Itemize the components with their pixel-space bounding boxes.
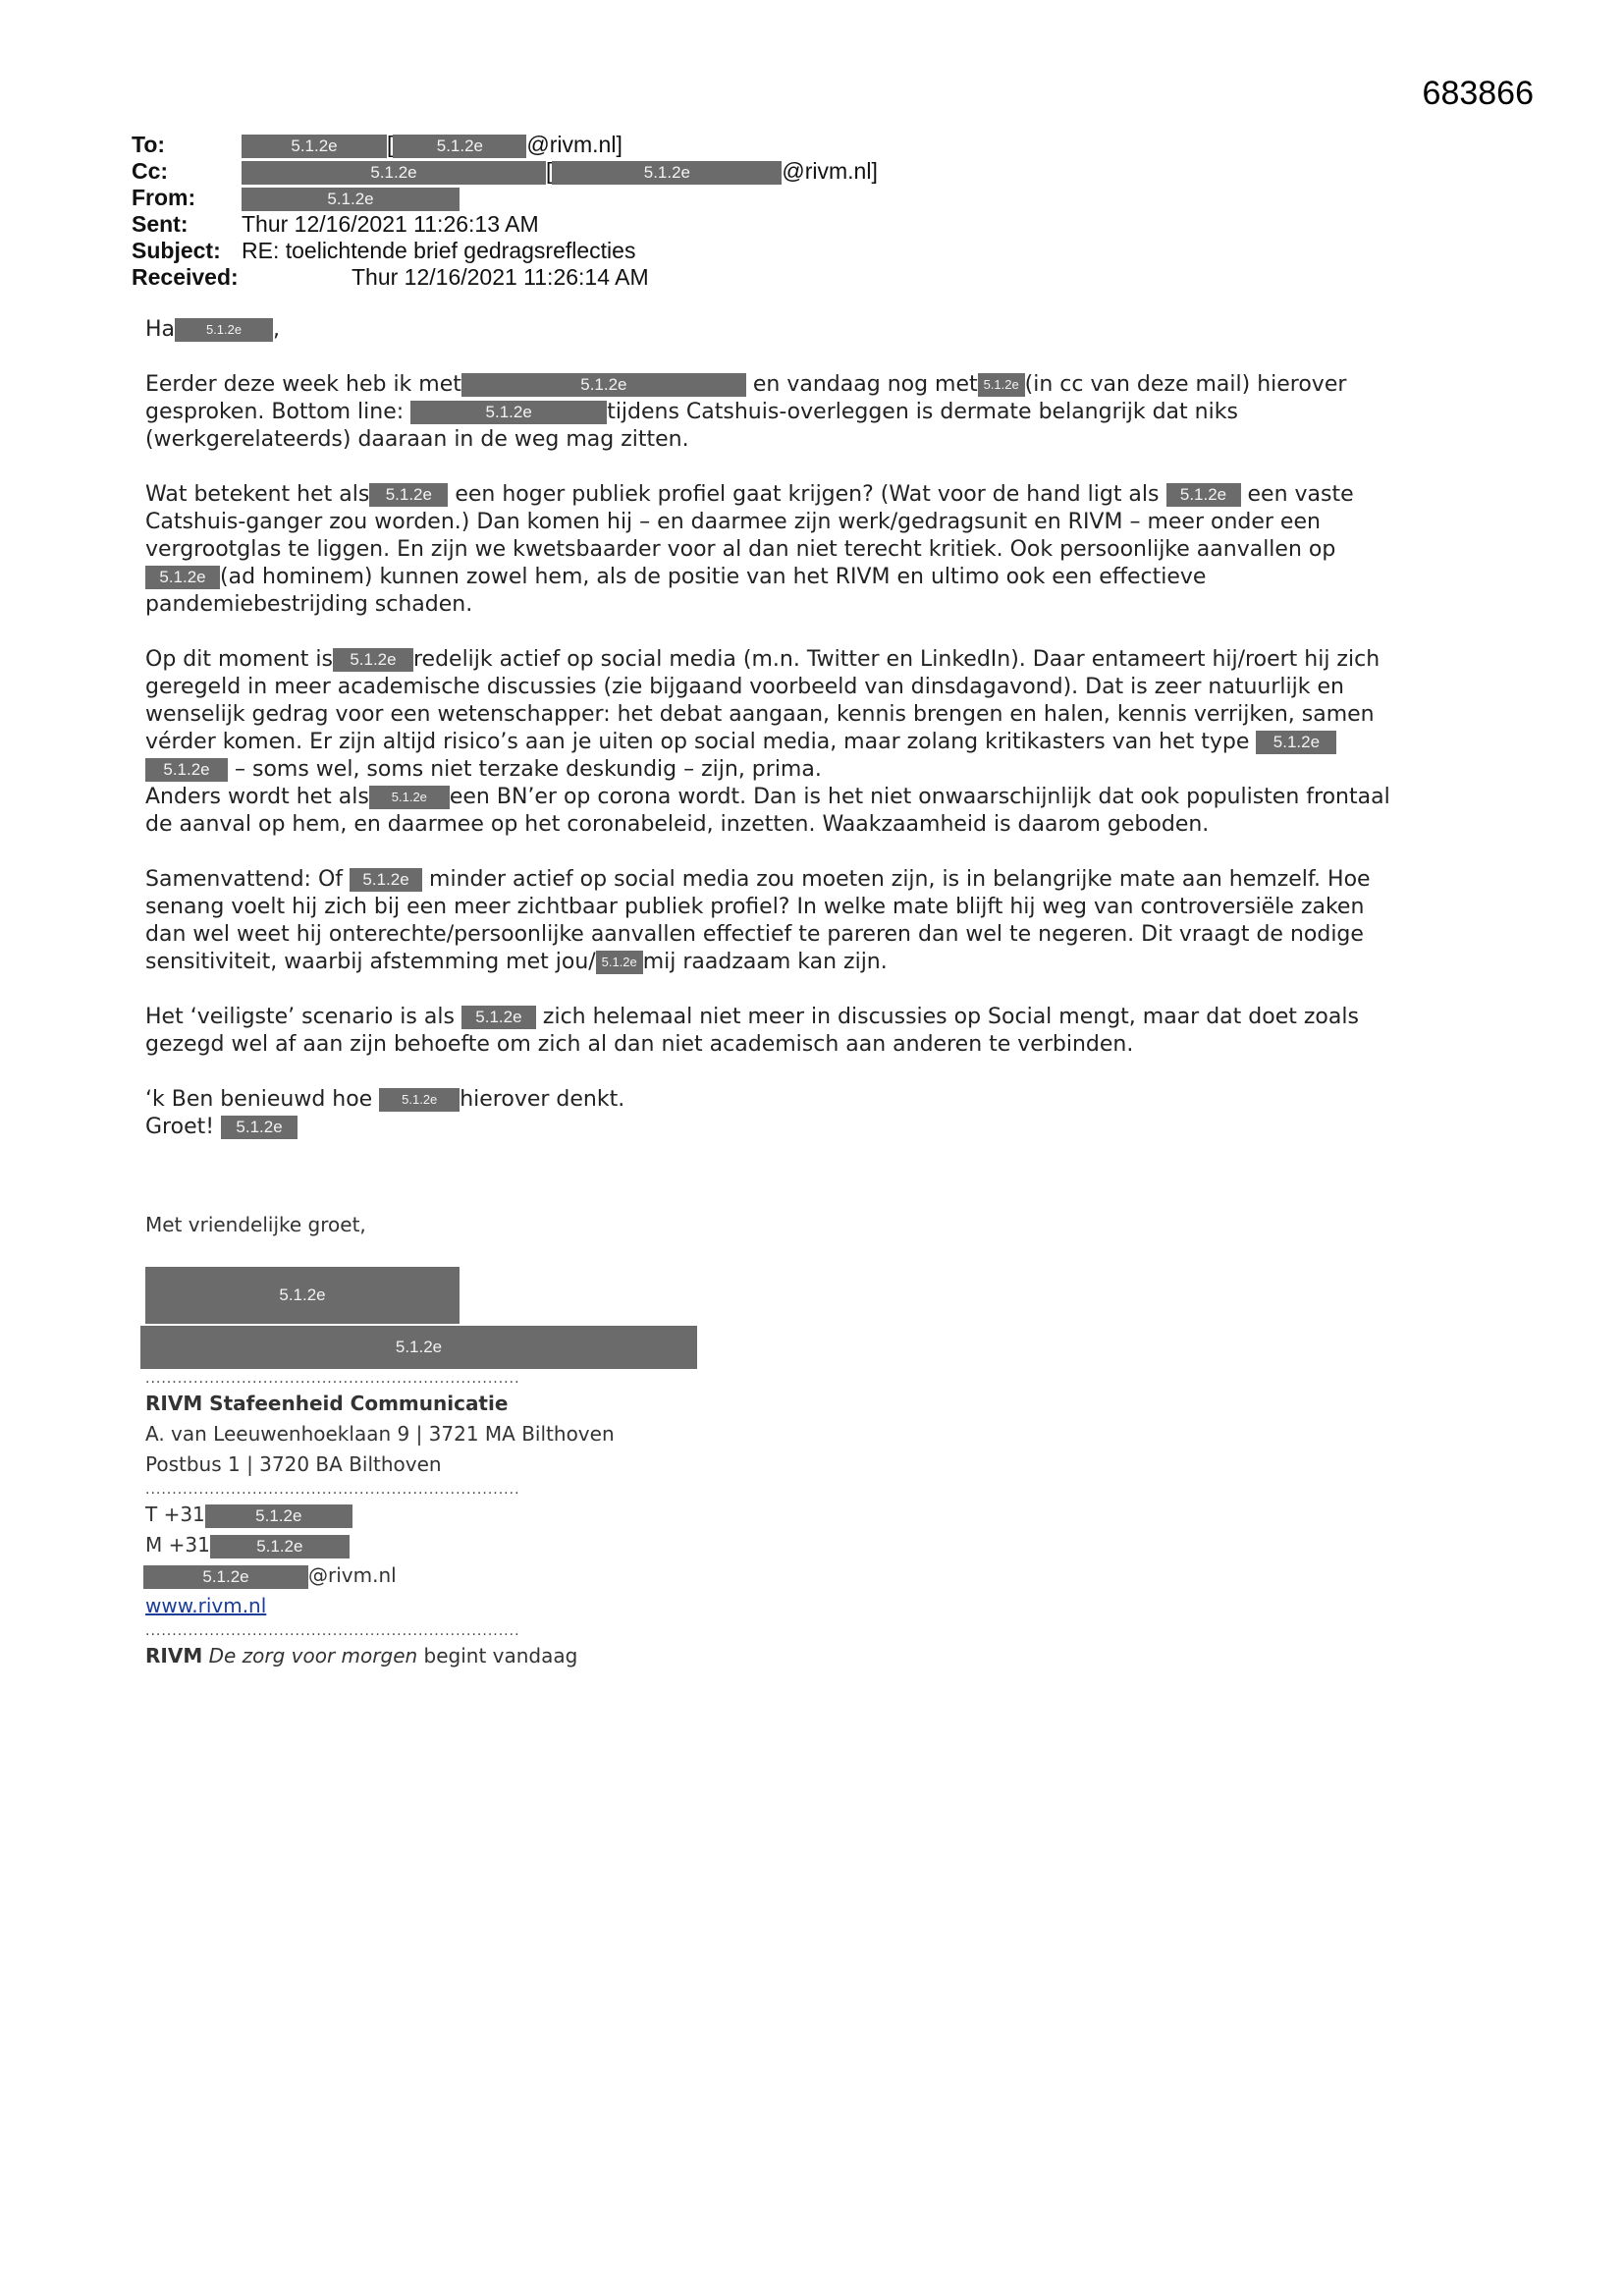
to-row xyxy=(132,132,1113,158)
redaction: 5.1.2e xyxy=(145,566,220,589)
cc-domain: @rivm.nl] xyxy=(782,158,878,184)
cc-label: Cc: xyxy=(132,158,169,184)
redaction: 5.1.2e xyxy=(1256,731,1336,754)
redaction: 5.1.2e xyxy=(210,1535,350,1558)
cc-row xyxy=(132,158,1113,185)
from-row xyxy=(132,185,1113,211)
bracket: [ xyxy=(387,132,394,157)
cc-value xyxy=(242,158,878,185)
closing: Met vriendelijke groet, xyxy=(145,1213,366,1236)
subject-value: RE: toelichtende brief gedragsreflecties xyxy=(242,238,636,263)
signature-title-redaction: 5.1.2e xyxy=(140,1326,697,1369)
sent-row xyxy=(132,211,1113,238)
greeting: Ha 5.1.2e , xyxy=(145,317,281,342)
signature xyxy=(145,1210,931,1240)
address-line-2: Postbus 1 | 3720 BA Bilthoven xyxy=(145,1452,442,1476)
redaction: 5.1.2e xyxy=(369,483,448,507)
redaction: 5.1.2e xyxy=(143,1565,308,1589)
redaction: 5.1.2e xyxy=(461,1006,536,1029)
redaction: 5.1.2e xyxy=(242,135,387,158)
paragraph-1: Eerder deze week heb ik met 5.1.2e en vandaag nog met 5.1.2e (in cc van deze mail) hierover gesproken. Bottom line: 5.1.2e tijdens Catshuis-overleggen is dermate belangrijk dat niks (werkgerelateerds) daaraan in de weg mag zitten. xyxy=(145,372,1347,452)
document-id: 683866 xyxy=(1422,75,1534,112)
redaction: 5.1.2e xyxy=(175,318,273,342)
org-name: RIVM Stafeenheid Communicatie xyxy=(145,1392,509,1415)
redaction: 5.1.2e xyxy=(461,373,746,397)
subject-label: Subject: xyxy=(132,238,221,263)
redaction: 5.1.2e xyxy=(145,758,228,782)
divider: ...................................................................... xyxy=(145,1482,520,1498)
bracket: [ xyxy=(546,158,553,184)
redaction: 5.1.2e xyxy=(552,161,782,185)
sent-label: Sent: xyxy=(132,211,189,237)
signature-details xyxy=(145,1369,931,1671)
redaction: 5.1.2e xyxy=(379,1088,460,1112)
from-value xyxy=(242,185,460,211)
mobile-row: M +31 5.1.2e xyxy=(145,1530,931,1560)
redaction: 5.1.2e xyxy=(242,188,460,211)
to-label: To: xyxy=(132,132,166,157)
address-line-1: A. van Leeuwenhoeklaan 9 | 3721 MA Bilthoven xyxy=(145,1422,615,1446)
website-row xyxy=(145,1591,931,1621)
sent-value: Thur 12/16/2021 11:26:13 AM xyxy=(242,211,539,237)
to-domain: @rivm.nl] xyxy=(526,132,623,157)
email-row: 5.1.2e @rivm.nl xyxy=(143,1560,931,1591)
tagline: RIVM De zorg voor morgen begint vandaag xyxy=(145,1644,578,1667)
received-row xyxy=(132,264,1113,291)
paragraph-3: Op dit moment is 5.1.2e redelijk actief op social media (m.n. Twitter en LinkedIn). Daar entameert hij/roert hij zich geregeld in meer academische discussies (zie bijgaand voorbeeld van dinsdagavond). Dat is zeer natuurlijk en wenselijk gedrag voor een wetenschapper: het debat aangaan, kennis brengen en halen, kennis verrijken, samen vérder komen. Er zijn altijd risico’s aan je uiten op social media, maar zolang kritikasters van het type 5.1.2e 5.1.2e – soms wel, soms niet terzake deskundig – zijn, prima. xyxy=(145,647,1380,782)
redaction: 5.1.2e xyxy=(596,951,643,974)
redaction: 5.1.2e xyxy=(333,648,413,672)
subject-row xyxy=(132,238,1113,264)
website-link[interactable]: www.rivm.nl xyxy=(145,1594,267,1617)
paragraph-6: ‘k Ben benieuwd hoe 5.1.2e hierover denkt. Groet! 5.1.2e xyxy=(145,1087,625,1139)
redaction: 5.1.2e xyxy=(242,161,546,185)
redaction: 5.1.2e xyxy=(1166,483,1241,507)
redaction: 5.1.2e xyxy=(978,373,1025,397)
phone-row: T +31 5.1.2e xyxy=(145,1500,931,1530)
redaction: 5.1.2e xyxy=(350,868,422,892)
email-header xyxy=(132,132,1113,291)
paragraph-5: Het ‘veiligste’ scenario is als 5.1.2e zich helemaal niet meer in discussies op Social mengt, maar dat doet zoals gezegd wel af aan zijn behoefte om zich al dan niet academisch aan anderen te verbinden. xyxy=(145,1005,1359,1057)
redaction: 5.1.2e xyxy=(205,1504,352,1528)
redaction: 5.1.2e xyxy=(221,1116,298,1139)
redaction: 5.1.2e xyxy=(410,401,607,424)
paragraph-2: Wat betekent het als 5.1.2e een hoger publiek profiel gaat krijgen? (Wat voor de hand ligt als 5.1.2e een vaste Catshuis-ganger zou worden.) Dan komen hij – en daarmee zijn werk/gedragsunit en RIVM – meer onder een vergrootglas te liggen. En zijn we kwetsbaarder voor al dan niet terecht kritiek. Ook persoonlijke aanvallen op 5.1.2e (ad hominem) kunnen zowel hem, als de positie van het RIVM en ultimo ook een effectieve pandemiebestrijding schaden. xyxy=(145,482,1354,617)
redaction: 5.1.2e xyxy=(393,135,526,158)
from-label: From: xyxy=(132,185,196,210)
redaction: 5.1.2e xyxy=(369,786,450,809)
paragraph-4: Samenvattend: Of 5.1.2e minder actief op social media zou moeten zijn, is in belangrijke mate aan hemzelf. Hoe senang voelt hij zich bij een meer zichtbaar publiek profiel? In welke mate blijft hij weg van controversiële zaken dan wel weet hij onterechte/persoonlijke aanvallen effectief te pareren dan wel te negeren. Dit vraagt de nodige sensitiviteit, waarbij afstemming met jou/ 5.1.2e mij raadzaam kan zijn. xyxy=(145,867,1371,974)
received-label: Received: xyxy=(132,264,239,290)
divider: ...................................................................... xyxy=(145,1371,520,1387)
email-body xyxy=(145,316,1500,1141)
received-value: Thur 12/16/2021 11:26:14 AM xyxy=(352,264,649,290)
signature-name-redaction: 5.1.2e xyxy=(145,1267,460,1324)
paragraph-3b: Anders wordt het als 5.1.2e een BN’er op corona wordt. Dan is het niet onwaarschijnlijk dat ook populisten frontaal de aanval op hem, en daarmee op het coronabeleid, inzetten. Waakzaamheid is daarom geboden. xyxy=(145,785,1390,837)
to-value xyxy=(242,132,623,158)
divider: ...................................................................... xyxy=(145,1623,520,1639)
